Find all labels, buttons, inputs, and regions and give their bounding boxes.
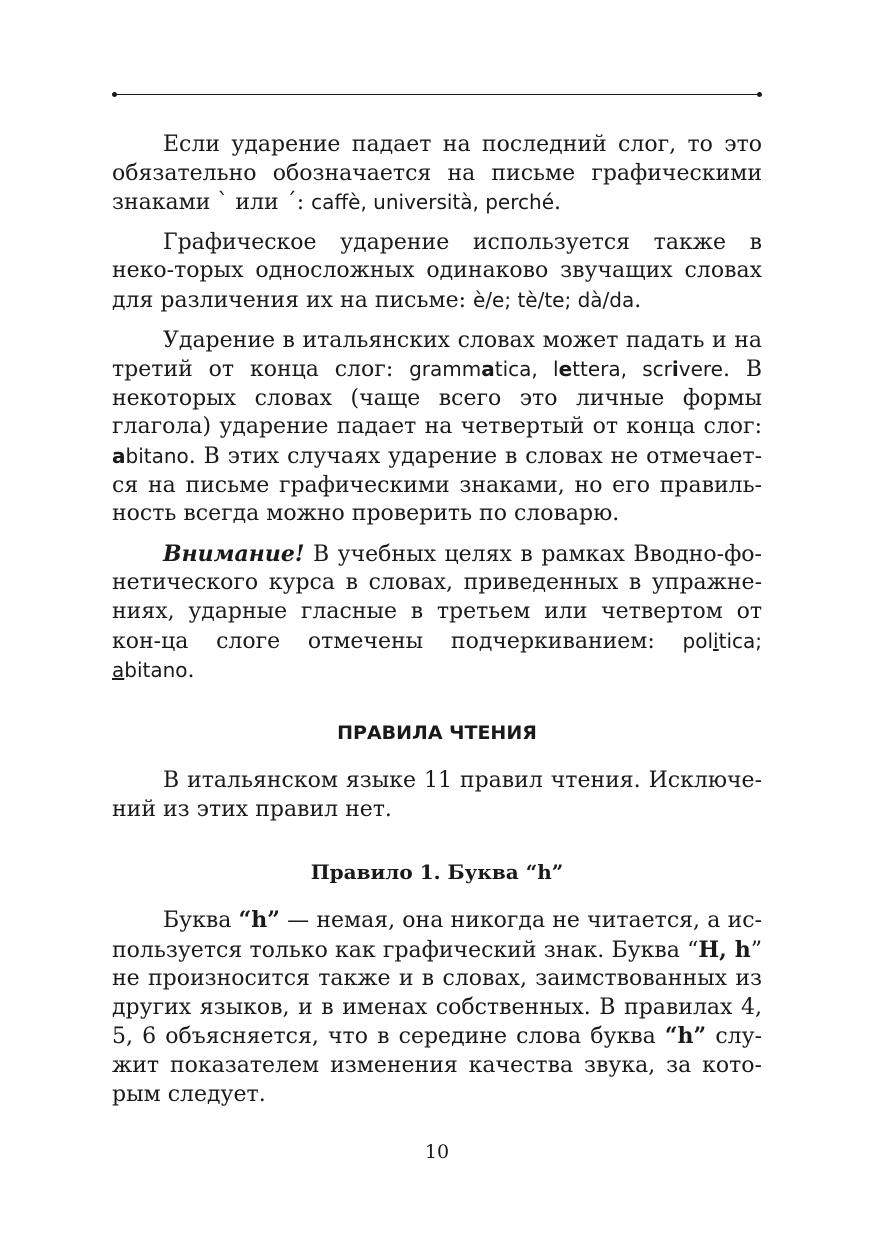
- text-run: ” не произносится также и в словах, заимствованных из других языков, и в именах собственных. В правилах 4, 5, 6 объясняется, что в середине слова буква: [112, 937, 762, 1050]
- text-run: .: [554, 190, 561, 216]
- divider-line: [116, 94, 758, 95]
- text-run: Если ударение падает на последний слог, то это обязательно обозначается на письме графическими знаками: [112, 132, 762, 216]
- text-run: :: [296, 190, 312, 216]
- stressed-vowel: a: [481, 357, 495, 382]
- underlined-vowel: i: [713, 628, 719, 653]
- attention-label: Внимание!: [163, 540, 305, 567]
- paragraph-final-stress: [112, 131, 762, 218]
- letter-h: “h”: [664, 1023, 707, 1050]
- text-run: .: [634, 287, 642, 313]
- italian-word: politica; abitano: [112, 628, 762, 683]
- page-number: 10: [424, 1141, 450, 1163]
- rule1-body: [112, 906, 762, 1109]
- divider-dot-right: [757, 92, 762, 97]
- rule1-paragraph: [112, 906, 762, 1109]
- stress-section: [112, 131, 762, 697]
- italian-word: abitano: [112, 443, 189, 468]
- accent-marks: ` или ´: [217, 190, 297, 216]
- intro-paragraph: В итальянском языке 11 правил чтения. Исключе-ний из этих правил нет.: [112, 768, 762, 822]
- stressed-vowel: i: [671, 357, 679, 382]
- text-run: слу-жит показателем изменения качества звука, за кото-рым следует.: [112, 1024, 762, 1107]
- top-divider: [112, 94, 762, 96]
- italian-word: grammatica, lettera, scrivere: [409, 357, 723, 382]
- text-run: . В этих случаях ударение в словах не отмечает-ся на письме графическими знаками, но его правиль-ность всегда можно проверить по словарю.: [112, 443, 762, 527]
- text-run: Ударение в итальянских словах может падать и на третий от конца слог:: [112, 327, 762, 383]
- letter-h: H, h: [698, 936, 751, 963]
- stressed-vowel: e: [558, 357, 573, 382]
- text-run: Графическое ударение используется также в неко-торых односложных одинаково звучащих словах для различения их на письме:: [112, 229, 762, 313]
- italian-examples: è/e; tè/te; dà/da: [473, 287, 635, 312]
- paragraph-third-syllable-stress: [112, 327, 762, 529]
- text-run: В учебных целях в рамках Вводно-фо-нетического курса в словах, приведенных в упражне-ниях, ударные гласные в третьем или четвертом от кон-ца слоге отмечены подчеркиванием:: [112, 541, 762, 654]
- text-run: Буква: [163, 908, 239, 933]
- stressed-vowel: a: [112, 443, 126, 468]
- underlined-vowel: a: [112, 658, 125, 683]
- section-heading: ПРАВИЛА ЧТЕНИЯ: [337, 722, 537, 744]
- italian-examples: caffè, università, perché: [311, 190, 554, 215]
- rule-heading: Правило 1. Буква “h”: [310, 860, 564, 884]
- paragraph-attention: [112, 540, 762, 686]
- text-run: . В некоторых словах (чаще всего это личные формы глагола) ударение падает на четвертый от конца слог:: [112, 357, 763, 440]
- text-run: — немая, она никогда не читается, а ис-пользуется только как графический знак. Буква “: [112, 908, 762, 963]
- section-intro: [112, 767, 762, 824]
- letter-h: “h”: [238, 907, 280, 933]
- text-run: .: [187, 658, 195, 684]
- paragraph-graphic-stress: [112, 229, 762, 316]
